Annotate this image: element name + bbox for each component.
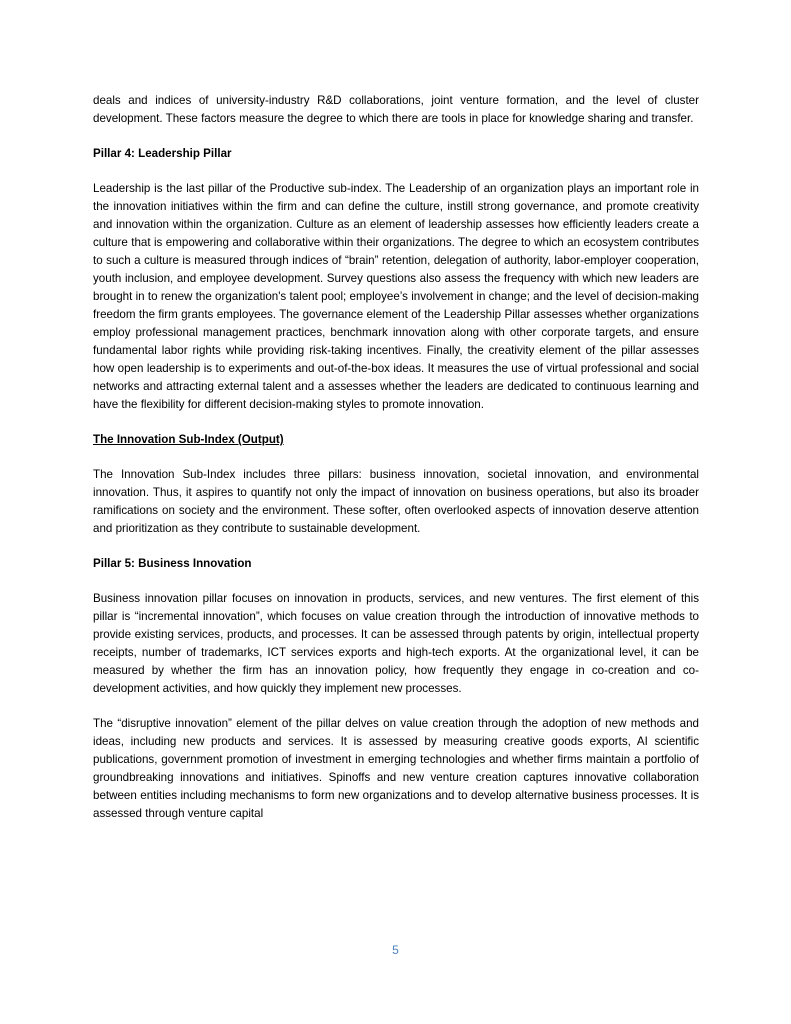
paragraph-business-innovation: Business innovation pillar focuses on innovation in products, services, and new ventures. The first element of this pillar is “incremental innovation”, which focuses on value creation through the introduction of innovative methods to provide existing services, products, and processes. It can be assessed through patents by origin, intellectual property receipts, number of trademarks, ICT services exports and high-tech exports. At the organizational level, it can be measured by whether the firm has an innovation policy, how frequently they engage in co-creation and co-development activities, and how quickly they implement new processes. <box>93 592 699 695</box>
heading-innovation-sub-index: The Innovation Sub-Index (Output) <box>93 433 284 446</box>
document-body <box>93 92 699 840</box>
page-number: 5 <box>392 943 399 957</box>
heading-pillar-5: Pillar 5: Business Innovation <box>93 557 252 570</box>
paragraph-intro: deals and indices of university-industry R&D collaborations, joint venture formation, and the level of cluster development. These factors measure the degree to which there are tools in place for knowledge sharing and transfer. <box>93 94 699 125</box>
paragraph-innovation-sub-index: The Innovation Sub-Index includes three pillars: business innovation, societal innovation, and environmental innovation. Thus, it aspires to quantify not only the impact of innovation on business operations, but also its broader ramifications on society and the environment. These softer, often overlooked aspects of innovation deserve attention and prioritization as they contribute to sustainable development. <box>93 468 699 535</box>
paragraph-disruptive-innovation: The “disruptive innovation” element of the pillar delves on value creation through the adoption of new methods and ideas, including new products and services. It is assessed by measuring creative goods exports, AI scientific publications, government promotion of investment in emerging technologies and whether firms maintain a portfolio of groundbreaking innovations and initiatives. Spinoffs and new venture creation captures innovative collaboration between entities including mechanisms to form new organizations and to develop alternative business processes. It is assessed through venture capital <box>93 717 699 820</box>
heading-pillar-4: Pillar 4: Leadership Pillar <box>93 147 232 160</box>
paragraph-leadership: Leadership is the last pillar of the Productive sub-index. The Leadership of an organization plays an important role in the innovation initiatives within the firm and can define the culture, instill strong governance, and promote creativity and innovation within the organization. Culture as an element of leadership assesses how efficiently leaders create a culture that is empowering and collaborative within their organizations. The degree to which an ecosystem contributes to such a culture is measured through indices of “brain” retention, delegation of authority, labor-employer cooperation, youth inclusion, and employee development. Survey questions also assess the frequency with which new leaders are brought in to renew the organization's talent pool; employee’s involvement in change; and the level of decision-making freedom the firm grants employees. The governance element of the Leadership Pillar assesses whether organizations employ professional management practices, benchmark innovation along with other corporate targets, and ensure fundamental labor rights while providing risk-taking incentives. Finally, the creativity element of the pillar assesses how open leadership is to experiments and out-of-the-box ideas. It measures the use of virtual professional and social networks and attracting external talent and a assesses whether the leaders are dedicated to continuous learning and have the flexibility for different decision-making styles to promote innovation. <box>93 182 699 411</box>
